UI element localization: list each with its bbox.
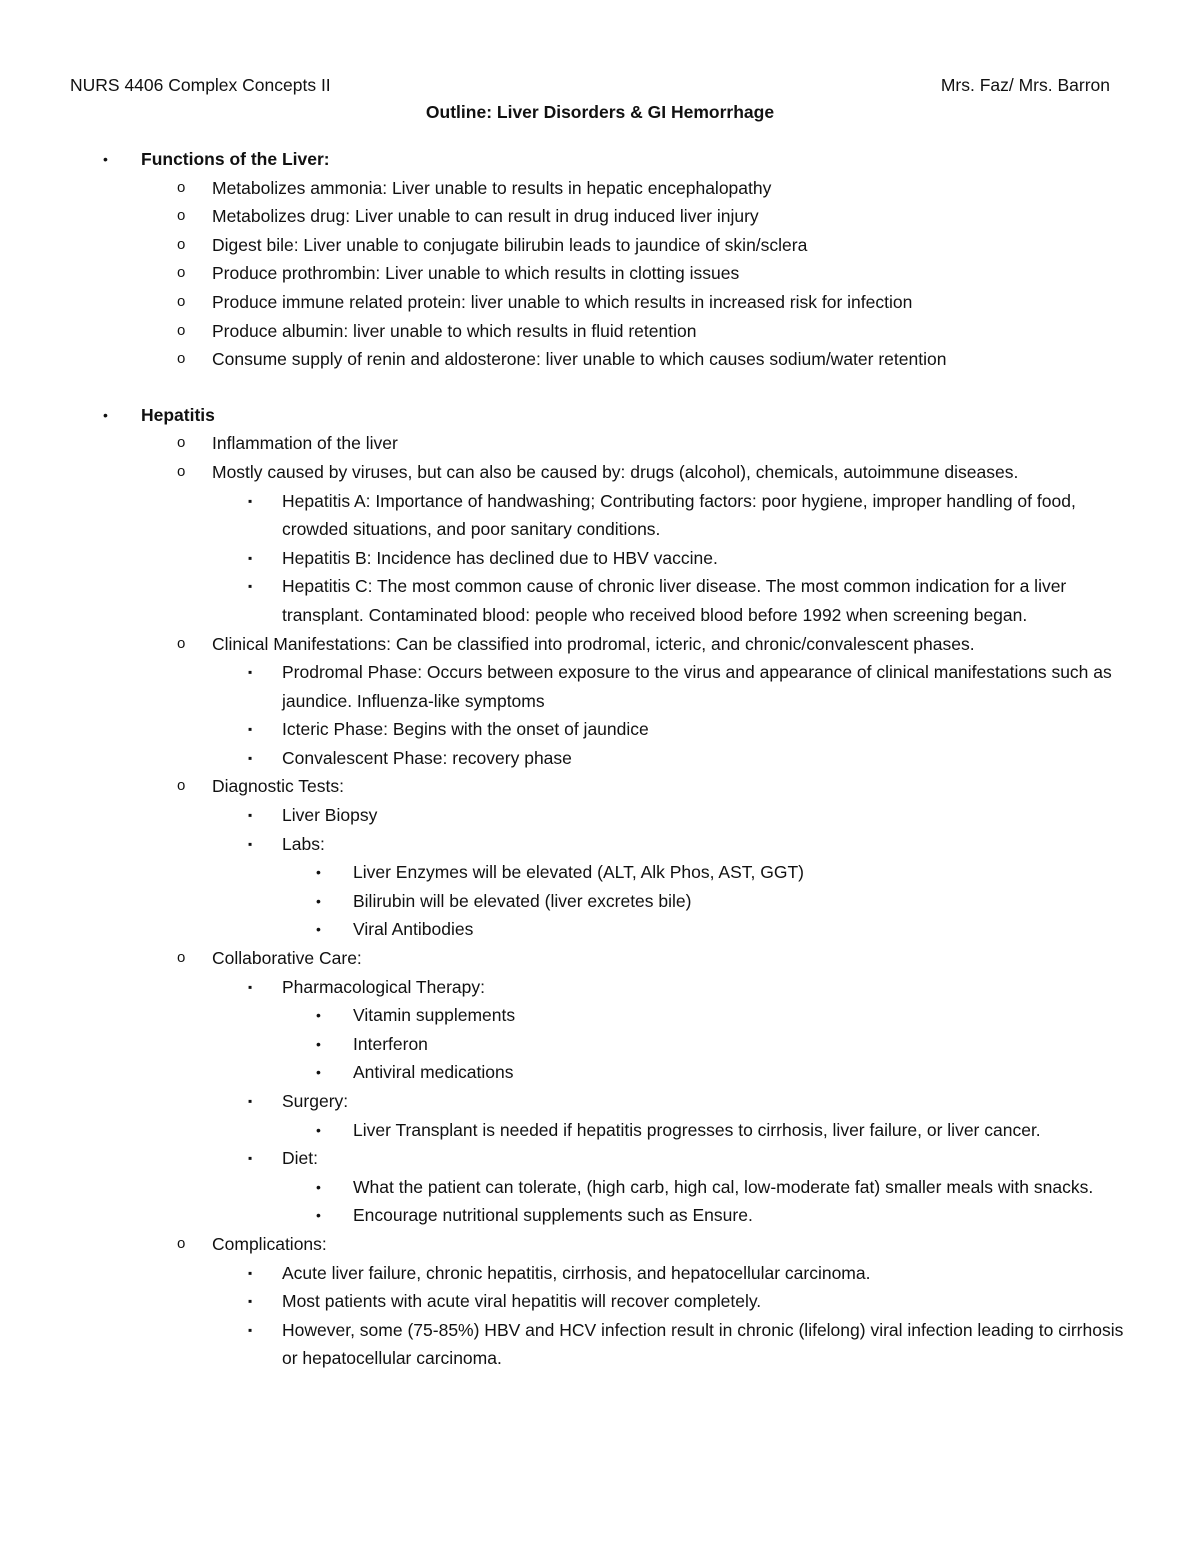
course-header: NURS 4406 Complex Concepts II <box>70 75 331 95</box>
section-heading: Hepatitis <box>141 404 215 425</box>
list-item-text: Mostly caused by viruses, but can also be caused by: drugs (alcohol), chemicals, autoimmune diseases. <box>212 461 1019 482</box>
list-item <box>0 1316 1200 1373</box>
list-item-text: Prodromal Phase: Occurs between exposure to the virus and appearance of clinical manifestations such as jaundice. Influenza-like symptoms <box>282 662 1112 711</box>
circle-bullet-icon: o <box>177 178 186 196</box>
list-item-text: Inflammation of the liver <box>212 433 398 454</box>
list-item-text: Diet: <box>282 1148 318 1169</box>
list-item <box>0 1259 1200 1288</box>
list-item <box>0 1230 1200 1259</box>
square-bullet-icon: ▪ <box>248 1265 253 1280</box>
circle-bullet-icon: o <box>177 264 186 282</box>
square-bullet-icon: ▪ <box>248 665 253 680</box>
list-item-text: Vitamin supplements <box>353 1005 516 1026</box>
square-bullet-icon: ▪ <box>248 1094 253 1108</box>
square-bullet-icon: ▪ <box>248 836 253 851</box>
list-item <box>0 544 1200 573</box>
list-item-text: Bilirubin will be elevated (liver excretes bile) <box>353 890 692 911</box>
list-item <box>0 1116 1200 1145</box>
list-item <box>0 458 1200 487</box>
list-item-text: Complications: <box>212 1233 327 1254</box>
list-item-text: However, some (75-85%) HBV and HCV infection result in chronic (lifelong) viral infection leading to cirrhosis or hepatocellular carcinoma. <box>282 1319 1124 1369</box>
square-bullet-icon: ▪ <box>248 493 253 508</box>
list-item <box>0 1058 1200 1087</box>
list-item-text: Liver Enzymes will be elevated (ALT, Alk Phos, AST, GGT) <box>353 862 804 883</box>
list-item <box>0 830 1200 859</box>
bullet-icon: • <box>316 1178 321 1195</box>
list-item-text: Produce albumin: liver unable to which results in fluid retention <box>212 320 697 341</box>
list-item <box>0 487 1200 544</box>
circle-bullet-icon: o <box>177 462 186 480</box>
bullet-icon: • <box>316 1207 321 1224</box>
bullet-icon: • <box>316 921 321 938</box>
circle-bullet-icon: o <box>177 350 186 368</box>
bullet-icon: • <box>316 892 321 909</box>
circle-bullet-icon: o <box>177 235 186 253</box>
list-item-text: Hepatitis B: Incidence has declined due to HBV vaccine. <box>282 547 718 568</box>
list-item <box>0 231 1200 260</box>
list-item <box>0 429 1200 458</box>
square-bullet-icon: ▪ <box>248 750 253 765</box>
list-item <box>0 887 1200 916</box>
list-item-text: Diagnostic Tests: <box>212 776 344 797</box>
list-item <box>0 801 1200 830</box>
list-item <box>0 317 1200 346</box>
list-item-text: Encourage nutritional supplements such as Ensure. <box>353 1205 753 1226</box>
square-bullet-icon: ▪ <box>248 722 253 737</box>
list-item-text: Liver Transplant is needed if hepatitis progresses to cirrhosis, liver failure, or liver cancer. <box>353 1119 1041 1140</box>
list-item <box>0 630 1200 659</box>
list-item-text: Surgery: <box>282 1091 349 1111</box>
circle-bullet-icon: o <box>177 634 186 652</box>
circle-bullet-icon: o <box>177 292 186 310</box>
square-bullet-icon: ▪ <box>248 550 253 565</box>
section-heading: Functions of the Liver: <box>141 149 330 169</box>
list-item <box>0 202 1200 231</box>
list-item-text: Liver Biopsy <box>282 805 378 826</box>
list-item <box>0 1030 1200 1059</box>
bullet-icon: • <box>316 1035 321 1052</box>
section-hepatitis-heading <box>0 401 1200 430</box>
section-functions-heading <box>0 145 1200 174</box>
bullet-icon: • <box>103 406 108 423</box>
list-item-text: Hepatitis C: The most common cause of chronic liver disease. The most common indication for a liver transplant. Contaminated blood: people who received blood before 1992 when screening began. <box>282 576 1067 625</box>
list-item <box>0 858 1200 887</box>
list-item-text: Hepatitis A: Importance of handwashing; Contributing factors: poor hygiene, improper handling of food, crowded situations, and poor sanitary conditions. <box>282 490 1076 540</box>
list-item <box>0 658 1200 715</box>
section-spacer <box>0 374 1200 401</box>
list-item-text: Viral Antibodies <box>353 919 474 940</box>
outline <box>0 145 1200 1373</box>
list-item-text: Digest bile: Liver unable to conjugate bilirubin leads to jaundice of skin/sclera <box>212 234 808 255</box>
list-item-text: Clinical Manifestations: Can be classified into prodromal, icteric, and chronic/convalescent phases. <box>212 633 975 654</box>
page-title: Outline: Liver Disorders & GI Hemorrhage <box>425 102 775 122</box>
bullet-icon: • <box>316 1121 321 1138</box>
list-item <box>0 1287 1200 1316</box>
square-bullet-icon: ▪ <box>248 579 253 594</box>
list-item-text: Convalescent Phase: recovery phase <box>282 747 572 768</box>
square-bullet-icon: ▪ <box>248 808 253 823</box>
list-item <box>0 288 1200 317</box>
list-item-text: Most patients with acute viral hepatitis will recover completely. <box>282 1291 762 1312</box>
bullet-icon: • <box>316 864 321 881</box>
list-item <box>0 973 1200 1002</box>
list-item-text: Collaborative Care: <box>212 948 362 969</box>
list-item <box>0 944 1200 973</box>
list-item-text: Consume supply of renin and aldosterone: liver unable to which causes sodium/water retention <box>212 349 947 370</box>
square-bullet-icon: ▪ <box>248 1151 253 1166</box>
list-item-text: Metabolizes drug: Liver unable to can result in drug induced liver injury <box>212 206 759 227</box>
list-item-text: Labs: <box>282 833 325 854</box>
circle-bullet-icon: o <box>177 207 186 225</box>
square-bullet-icon: ▪ <box>248 1294 253 1309</box>
list-item <box>0 1173 1200 1202</box>
list-item-text: Produce immune related protein: liver unable to which results in increased risk for infection <box>212 291 913 312</box>
list-item <box>0 1201 1200 1230</box>
list-item <box>0 259 1200 288</box>
square-bullet-icon: ▪ <box>248 1322 253 1337</box>
bullet-icon: • <box>103 151 108 167</box>
list-item <box>0 572 1200 629</box>
list-item <box>0 915 1200 944</box>
circle-bullet-icon: o <box>177 434 186 452</box>
circle-bullet-icon: o <box>177 777 186 795</box>
list-item <box>0 1001 1200 1030</box>
list-item-text: Icteric Phase: Begins with the onset of jaundice <box>282 719 649 740</box>
list-item-text: Interferon <box>353 1033 428 1054</box>
list-item <box>0 1087 1200 1116</box>
circle-bullet-icon: o <box>177 949 186 967</box>
list-item <box>0 715 1200 744</box>
list-item-text: Pharmacological Therapy: <box>282 976 485 997</box>
list-item <box>0 1144 1200 1173</box>
list-item <box>0 772 1200 801</box>
list-item-text: Antiviral medications <box>353 1062 514 1083</box>
list-item-text: Acute liver failure, chronic hepatitis, cirrhosis, and hepatocellular carcinoma. <box>282 1262 871 1283</box>
list-item <box>0 744 1200 773</box>
instructors-header: Mrs. Faz/ Mrs. Barron <box>940 75 1110 95</box>
square-bullet-icon: ▪ <box>248 979 253 994</box>
list-item-text: Produce prothrombin: Liver unable to which results in clotting issues <box>212 263 740 284</box>
list-item-text: Metabolizes ammonia: Liver unable to results in hepatic encephalopathy <box>212 177 772 198</box>
bullet-icon: • <box>316 1007 321 1024</box>
list-item <box>0 174 1200 203</box>
circle-bullet-icon: o <box>177 1234 186 1252</box>
list-item-text: What the patient can tolerate, (high carb, high cal, low-moderate fat) smaller meals with snacks. <box>353 1176 1094 1197</box>
circle-bullet-icon: o <box>177 321 186 339</box>
list-item <box>0 345 1200 374</box>
bullet-icon: • <box>316 1064 321 1081</box>
